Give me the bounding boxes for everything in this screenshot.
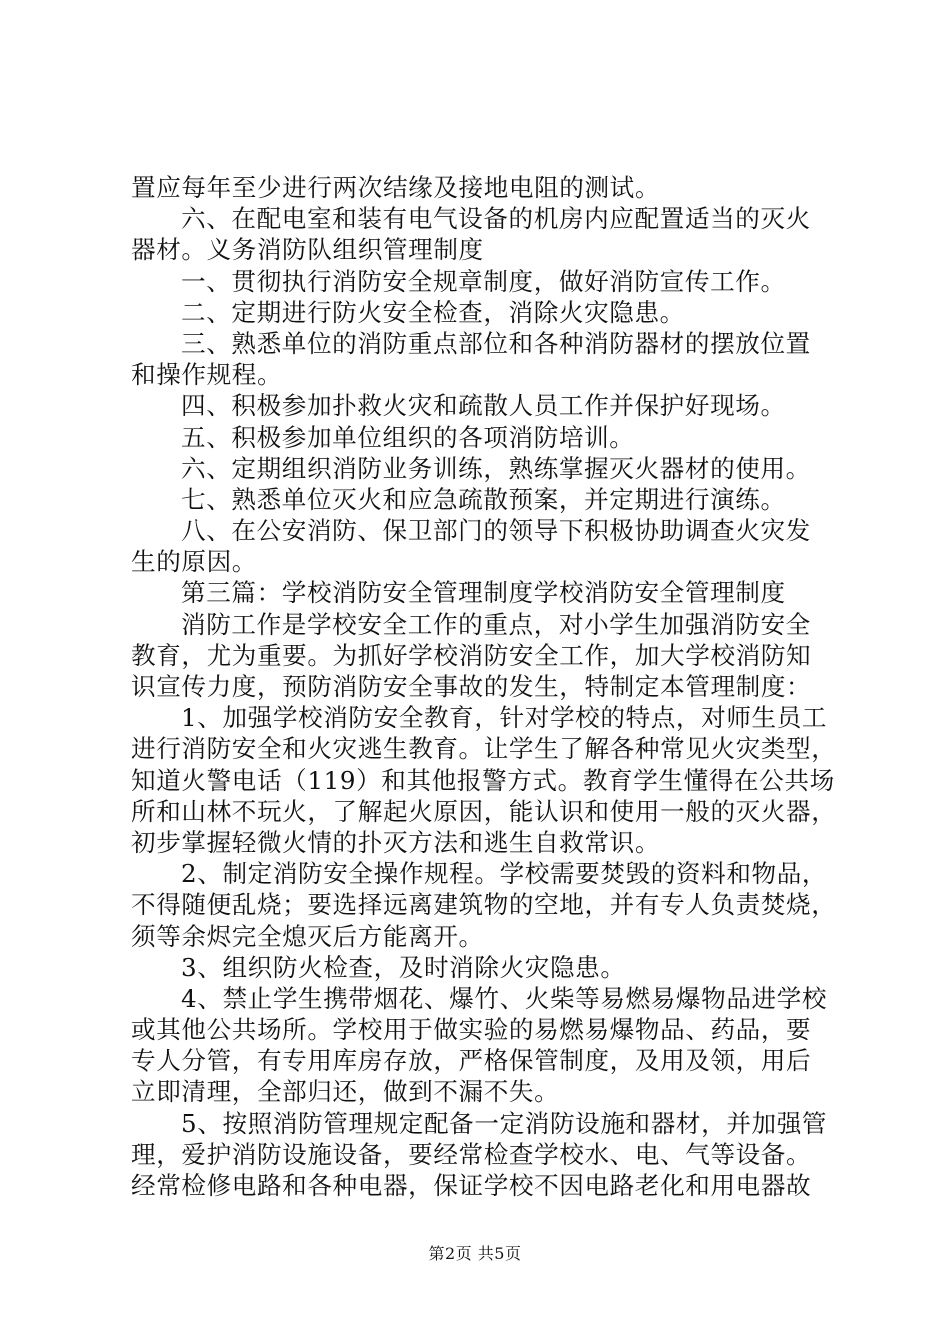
text-line: 六、定期组织消防业务训练，熟练掌握灭火器材的使用。 (181, 453, 811, 483)
text-line: 一、贯彻执行消防安全规章制度，做好消防宣传工作。 (181, 266, 786, 296)
text-line: 第三篇：学校消防安全管理制度学校消防安全管理制度 (181, 578, 786, 608)
text-line: 进行消防安全和火灾逃生教育。让学生了解各种常见火灾类型， (131, 734, 837, 764)
page-footer: 第2页 共5页 (428, 1244, 522, 1263)
text-line: 理，爱护消防设施设备，要经常检查学校水、电、气等设备。 (131, 1139, 812, 1169)
text-line: 初步掌握轻微火情的扑灭方法和逃生自救常识。 (131, 827, 661, 857)
text-line: 八、在公安消防、保卫部门的领导下积极协助调查火灾发 (181, 516, 811, 546)
text-line: 生的原因。 (131, 547, 257, 577)
text-line: 和操作规程。 (131, 360, 283, 390)
text-line: 2、制定消防安全操作规程。学校需要焚毁的资料和物品， (181, 859, 828, 889)
text-line: 六、在配电室和装有电气设备的机房内应配置适当的灭火 (181, 204, 811, 234)
text-line: 三、熟悉单位的消防重点部位和各种消防器材的摆放位置 (181, 328, 811, 358)
text-line: 五、积极参加单位组织的各项消防培训。 (181, 422, 635, 452)
text-line: 5、按照消防管理规定配备一定消防设施和器材，并加强管 (181, 1108, 828, 1138)
text-line: 不得随便乱烧；要选择远离建筑物的空地，并有专人负责焚烧， (131, 890, 837, 920)
text-line: 经常检修电路和各种电器，保证学校不因电路老化和用电器故 (131, 1171, 812, 1200)
text-line: 须等余烬完全熄灭后方能离开。 (131, 921, 484, 951)
text-line: 二、定期进行防火安全检查，消除火灾隐患。 (181, 297, 685, 327)
document-body (131, 172, 837, 1201)
text-line: 专人分管，有专用库房存放，严格保管制度，及用及领，用后 (131, 1046, 812, 1076)
text-line: 3、组织防火检查，及时消除火灾隐患。 (181, 952, 626, 982)
text-line: 4、禁止学生携带烟花、爆竹、火柴等易燃易爆物品进学校 (181, 983, 828, 1013)
text-line: 消防工作是学校安全工作的重点，对小学生加强消防安全 (181, 609, 811, 639)
text-line: 教育，尤为重要。为抓好学校消防安全工作，加大学校消防知 (131, 640, 812, 670)
text-line: 知道火警电话（119）和其他报警方式。教育学生懂得在公共场 (131, 765, 835, 795)
text-line: 识宣传力度，预防消防安全事故的发生，特制定本管理制度： (131, 672, 812, 701)
text-line: 所和山林不玩火，了解起火原因，能认识和使用一般的灭火器， (131, 796, 837, 826)
text-line: 或其他公共场所。学校用于做实验的易燃易爆物品、药品，要 (131, 1015, 812, 1045)
text-line: 立即清理，全部归还，做到不漏不失。 (131, 1077, 560, 1107)
text-line: 器材。义务消防队组织管理制度 (131, 235, 484, 265)
text-line: 七、熟悉单位灭火和应急疏散预案，并定期进行演练。 (181, 484, 786, 514)
text-line: 置应每年至少进行两次结缘及接地电阻的测试。 (131, 173, 661, 202)
text-line: 四、积极参加扑救火灾和疏散人员工作并保护好现场。 (181, 391, 786, 421)
text-line: 1、加强学校消防安全教育，针对学校的特点，对师生员工 (181, 703, 828, 733)
